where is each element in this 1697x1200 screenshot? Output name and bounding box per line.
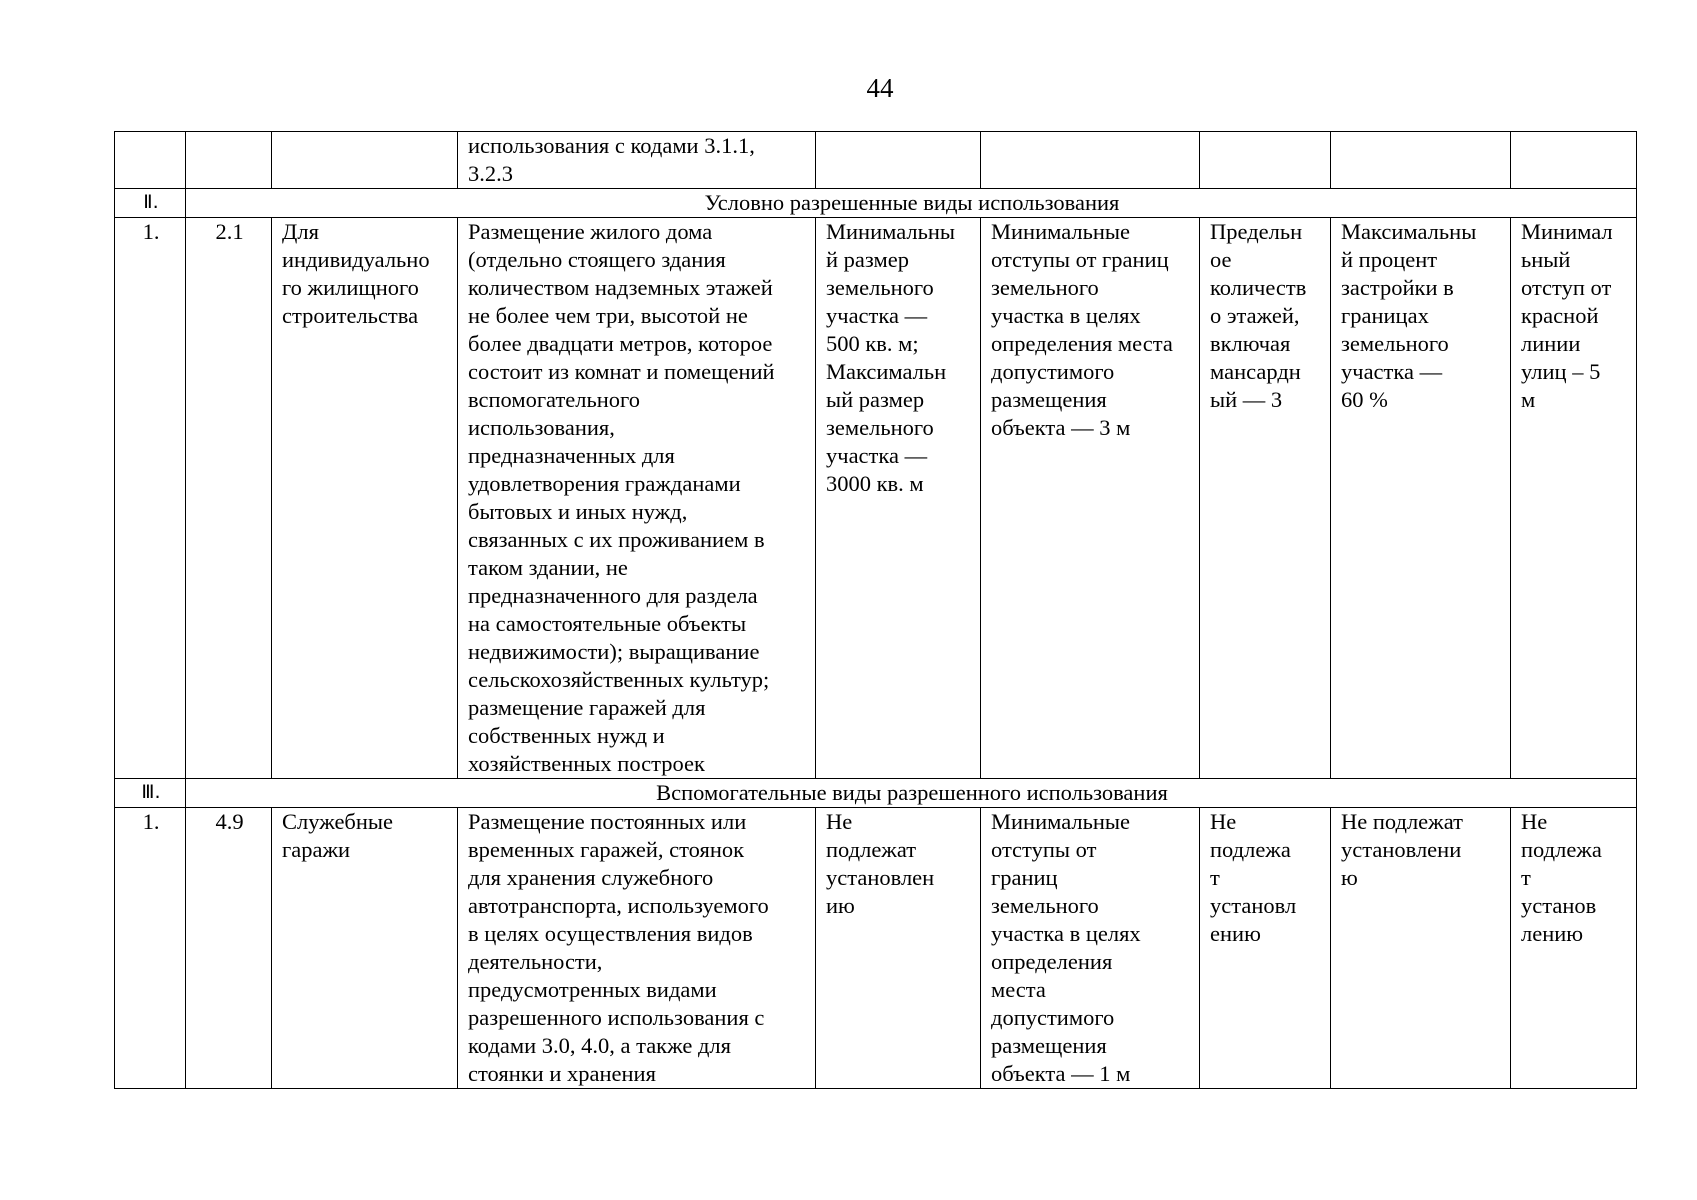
cell-num: 1.: [115, 808, 186, 1089]
cell-plot-size: Минимальны й размер земельного участка — 500 кв. м; Максимальн ый размер земельного участка — 3000 кв. м: [816, 218, 981, 779]
section-title: Вспомогательные виды разрешенного использования: [186, 779, 1637, 808]
zoning-regulations-table: [114, 131, 1637, 1089]
section-title: Условно разрешенные виды использования: [186, 189, 1637, 218]
cell-num: [115, 132, 186, 189]
cell-code: [186, 132, 272, 189]
cell-plot-size: Не подлежат установлен ию: [816, 808, 981, 1089]
section-number: Ⅱ.: [115, 189, 186, 218]
table-row-continuation: [115, 132, 1637, 189]
cell-description: использования с кодами 3.1.1, 3.2.3: [458, 132, 816, 189]
cell-coverage: [1331, 132, 1511, 189]
cell-red-line: Не подлежа т установ лению: [1511, 808, 1637, 1089]
cell-coverage: Не подлежат установлени ю: [1331, 808, 1511, 1089]
cell-floors: Предельн ое количеств о этажей, включая мансардн ый — 3: [1200, 218, 1331, 779]
cell-setbacks: [981, 132, 1200, 189]
cell-num: 1.: [115, 218, 186, 779]
cell-floors: Не подлежа т установл ению: [1200, 808, 1331, 1089]
cell-setbacks: Минимальные отступы от границ земельного участка в целях определения места допустимого размещения объекта — 3 м: [981, 218, 1200, 779]
cell-red-line: Минимал ьный отступ от красной линии улиц – 5 м: [1511, 218, 1637, 779]
table-row: [115, 808, 1637, 1089]
page-number: 44: [866, 73, 894, 103]
cell-plot-size: [816, 132, 981, 189]
cell-floors: [1200, 132, 1331, 189]
cell-description: Размещение жилого дома (отдельно стоящего здания количеством надземных этажей не более чем три, высотой не более двадцати метров, которое состоит из комнат и помещений вспомогательного использования, предназначенных для удовлетворения гражданами бытовых и иных нужд, связанных с их проживанием в таком здании, не предназначенного для раздела на самостоятельные объекты недвижимости); выращивание сельскохозяйственных культур; размещение гаражей для собственных нужд и хозяйственных построек: [458, 218, 816, 779]
cell-description: Размещение постоянных или временных гаражей, стоянок для хранения служебного автотранспорта, используемого в целях осуществления видов деятельности, предусмотренных видами разрешенного использования с кодами 3.0, 4.0, а также для стоянки и хранения: [458, 808, 816, 1089]
cell-name: Для индивидуально го жилищного строительства: [272, 218, 458, 779]
section-header-auxiliary: [115, 779, 1637, 808]
table-row: [115, 218, 1637, 779]
cell-red-line: [1511, 132, 1637, 189]
cell-name: Служебные гаражи: [272, 808, 458, 1089]
section-header-conditional: [115, 189, 1637, 218]
cell-name: [272, 132, 458, 189]
cell-code: 4.9: [186, 808, 272, 1089]
section-number: Ⅲ.: [115, 779, 186, 808]
cell-coverage: Максимальны й процент застройки в границах земельного участка — 60 %: [1331, 218, 1511, 779]
cell-setbacks: Минимальные отступы от границ земельного участка в целях определения места допустимого размещения объекта — 1 м: [981, 808, 1200, 1089]
cell-code: 2.1: [186, 218, 272, 779]
